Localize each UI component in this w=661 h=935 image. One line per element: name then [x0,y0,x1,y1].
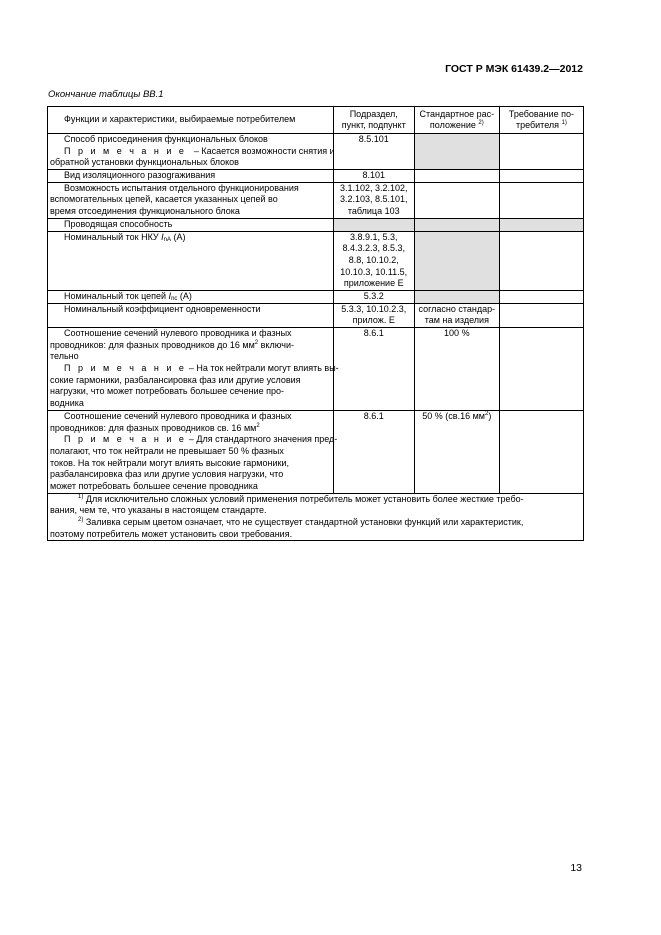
cell-text: проводников: для фазных проводников до 16 мм [50,339,255,350]
cell-line [50,423,331,435]
cell-ref [333,303,414,327]
note-label: П р и м е ч а н и е [64,363,187,374]
header-user-line1: Требование по- [508,108,574,119]
footnotes-row [48,493,584,541]
table-row [48,182,584,218]
footnote-marker: 1) [78,493,84,500]
row-neutral-ratio-over16 [48,410,338,493]
note-label: П р и м е ч а н и е [64,434,187,445]
footnotes [48,493,584,541]
table-row [48,218,584,231]
header-standard [414,107,499,134]
superscript: 2 [254,339,259,346]
footnote-1 [50,494,581,506]
cell-ref-gray [333,218,414,231]
cell-text: 50 % (св.16 мм [422,410,485,421]
row-diversity-factor: Номинальный коэффициент одновременности [48,303,334,327]
row-isolation-type: Вид изоляционного разograживания [48,170,334,183]
std-line: там на изделия [424,315,489,326]
cell-user [499,134,583,170]
table-row [48,328,584,411]
header-functions: Функции и характеристики, выбираемые потребителем [48,107,334,134]
cell-user [499,170,583,183]
header-subsection-line2: пункт, подпункт [341,120,406,130]
table-row [48,303,584,327]
cell-standard [414,170,499,183]
cell-text: (А) [171,231,186,242]
cell-user [499,290,583,303]
table-caption: Окончание таблицы ВВ.1 [48,89,164,100]
symbol: I [161,231,164,242]
cell-ref: 8.6.1 [333,410,414,493]
cell-text: Номинальный ток цепей [64,290,169,301]
footnote-marker: 2) [78,517,84,523]
cell-note [50,363,339,375]
ref-line: прилож. Е [352,315,395,326]
ref-line: приложение Е [343,278,404,289]
symbol-sub: nc [171,295,178,302]
note-text: – Для стандартного значения пред- [186,434,338,445]
cell-standard-gray [414,290,499,303]
ref-line: 10.10.3, 10.11.5, [340,266,408,277]
superscript: 2 [484,410,489,417]
footnote-1-cont: вания, чем те, что указаны в настоящем стандарте. [50,505,267,516]
cell-line: тельно [50,351,79,362]
cell-ref: 8.5.101 [333,134,414,170]
header-standard-line1: Стандартное рас- [419,108,495,119]
cell-text: включи- [258,339,294,350]
cell-line: обратной установки функциональных блоков [50,157,239,168]
header-standard-line2 [417,120,497,131]
header-standard-text: положение [429,120,476,130]
ref-line: 3.2.103, 8.5.101, [339,194,408,205]
cell-text: проводников: для фазных проводников св. 16 мм [50,422,257,433]
footnote-2 [50,517,581,529]
note-text: – На ток нейтрали могут влиять вы- [186,363,339,374]
cell-line: полагают, что ток нейтрали не превышает 50 % фазных [50,445,284,456]
page-number: 13 [570,862,582,874]
std-line: согласно стандар- [418,303,496,314]
cell-user [499,303,583,327]
header-user-line2 [502,120,581,131]
table-header-row [48,107,584,134]
cell-standard-gray [414,218,499,231]
requirements-table [47,106,584,541]
cell-line: Соотношение сечений нулевого проводника и фазных [64,410,292,421]
table-row [48,290,584,303]
footnote-ref-1: 1) [561,120,567,126]
table-row [48,231,584,290]
footnote-2-cont: поэтому потребитель может установить свои требования. [50,528,293,539]
cell-line: вспомогательных цепей, касается указанных цепей во [50,194,278,205]
cell-text: Номинальный ток НКУ [64,231,162,242]
cell-ref: 8.6.1 [333,328,414,411]
cell-standard [414,182,499,218]
table-row [48,410,584,493]
ref-line: 3.1.102, 3.2.102, [339,182,408,193]
symbol-sub: nA [163,236,171,243]
cell-line: водника [50,398,84,409]
row-rated-current-circuits [48,290,334,303]
cell-note [50,434,338,446]
symbol: I [168,290,172,301]
table-row [48,134,584,170]
row-section-conductivity: Проводящая способность [48,218,334,231]
cell-text: (А) [177,290,192,301]
footnote-ref-2: 2) [478,120,484,126]
footnote-text: Для исключительно сложных условий применения потребитель может установить более жесткие требо- [83,493,524,504]
cell-user-gray [499,218,583,231]
cell-ref: 8.101 [333,170,414,183]
cell-line: может потребовать большее сечение проводника [50,480,258,491]
header-subsection-line1: Подраздел, [349,108,398,119]
cell-standard-gray [414,134,499,170]
ref-line: 8.4.3.2.3, 8.5.3, [342,243,406,254]
cell-line: сокие гармоники, разбалансировка фаз или другие условия [50,374,301,385]
cell-line: нагрузки, что может потребовать большее сечение про- [50,386,285,397]
cell-line [50,340,331,352]
note-text: – Касается возможности снятия и [193,145,335,156]
cell-standard: 100 % [414,328,499,411]
row-connection-method [48,134,334,170]
superscript: 2 [256,422,260,429]
ref-line: таблица 103 [347,206,400,217]
row-rated-current-assembly [48,231,334,290]
ref-line: 3.8.9.1, 5.3, [349,231,398,242]
cell-ref [333,231,414,290]
ref-line: 5.3.3, 10.10.2.3, [341,303,407,314]
cell-ref: 5.3.2 [333,290,414,303]
cell-line: Способ присоединения функциональных блоков [64,134,268,144]
cell-line: Возможность испытания отдельного функционирования [64,182,299,193]
row-testing-possibility [48,182,334,218]
cell-ref [333,182,414,218]
cell-user [499,231,583,290]
cell-line: токов. На ток нейтрали могут влиять высокие гармоники, [50,457,289,468]
standard-code: ГОСТ Р МЭК 61439.2—2012 [445,63,583,75]
cell-line: разбалансировка фаз или другие условия нагрузки, что [50,469,284,480]
row-neutral-ratio-upto16 [48,328,339,411]
cell-user [499,410,583,493]
header-user-requirement [499,107,583,134]
cell-note [50,145,335,158]
cell-standard [414,303,499,327]
cell-user [499,328,583,411]
ref-line: 8.8, 10.10.2, [348,254,399,265]
note-label: П р и м е ч а н и е [64,145,187,156]
cell-line: время отсоединения функционального блока [50,206,240,217]
cell-text: ) [488,410,492,421]
cell-line: Соотношение сечений нулевого проводника и фазных [64,328,292,338]
footnote-text: Заливка серым цветом означает, что не существует стандартной установки функций или характеристик, [83,517,524,527]
header-user-text: требителя [515,120,560,130]
header-subsection [333,107,414,134]
table-row [48,170,584,183]
cell-user [499,182,583,218]
cell-standard [414,410,499,493]
cell-standard-gray [414,231,499,290]
